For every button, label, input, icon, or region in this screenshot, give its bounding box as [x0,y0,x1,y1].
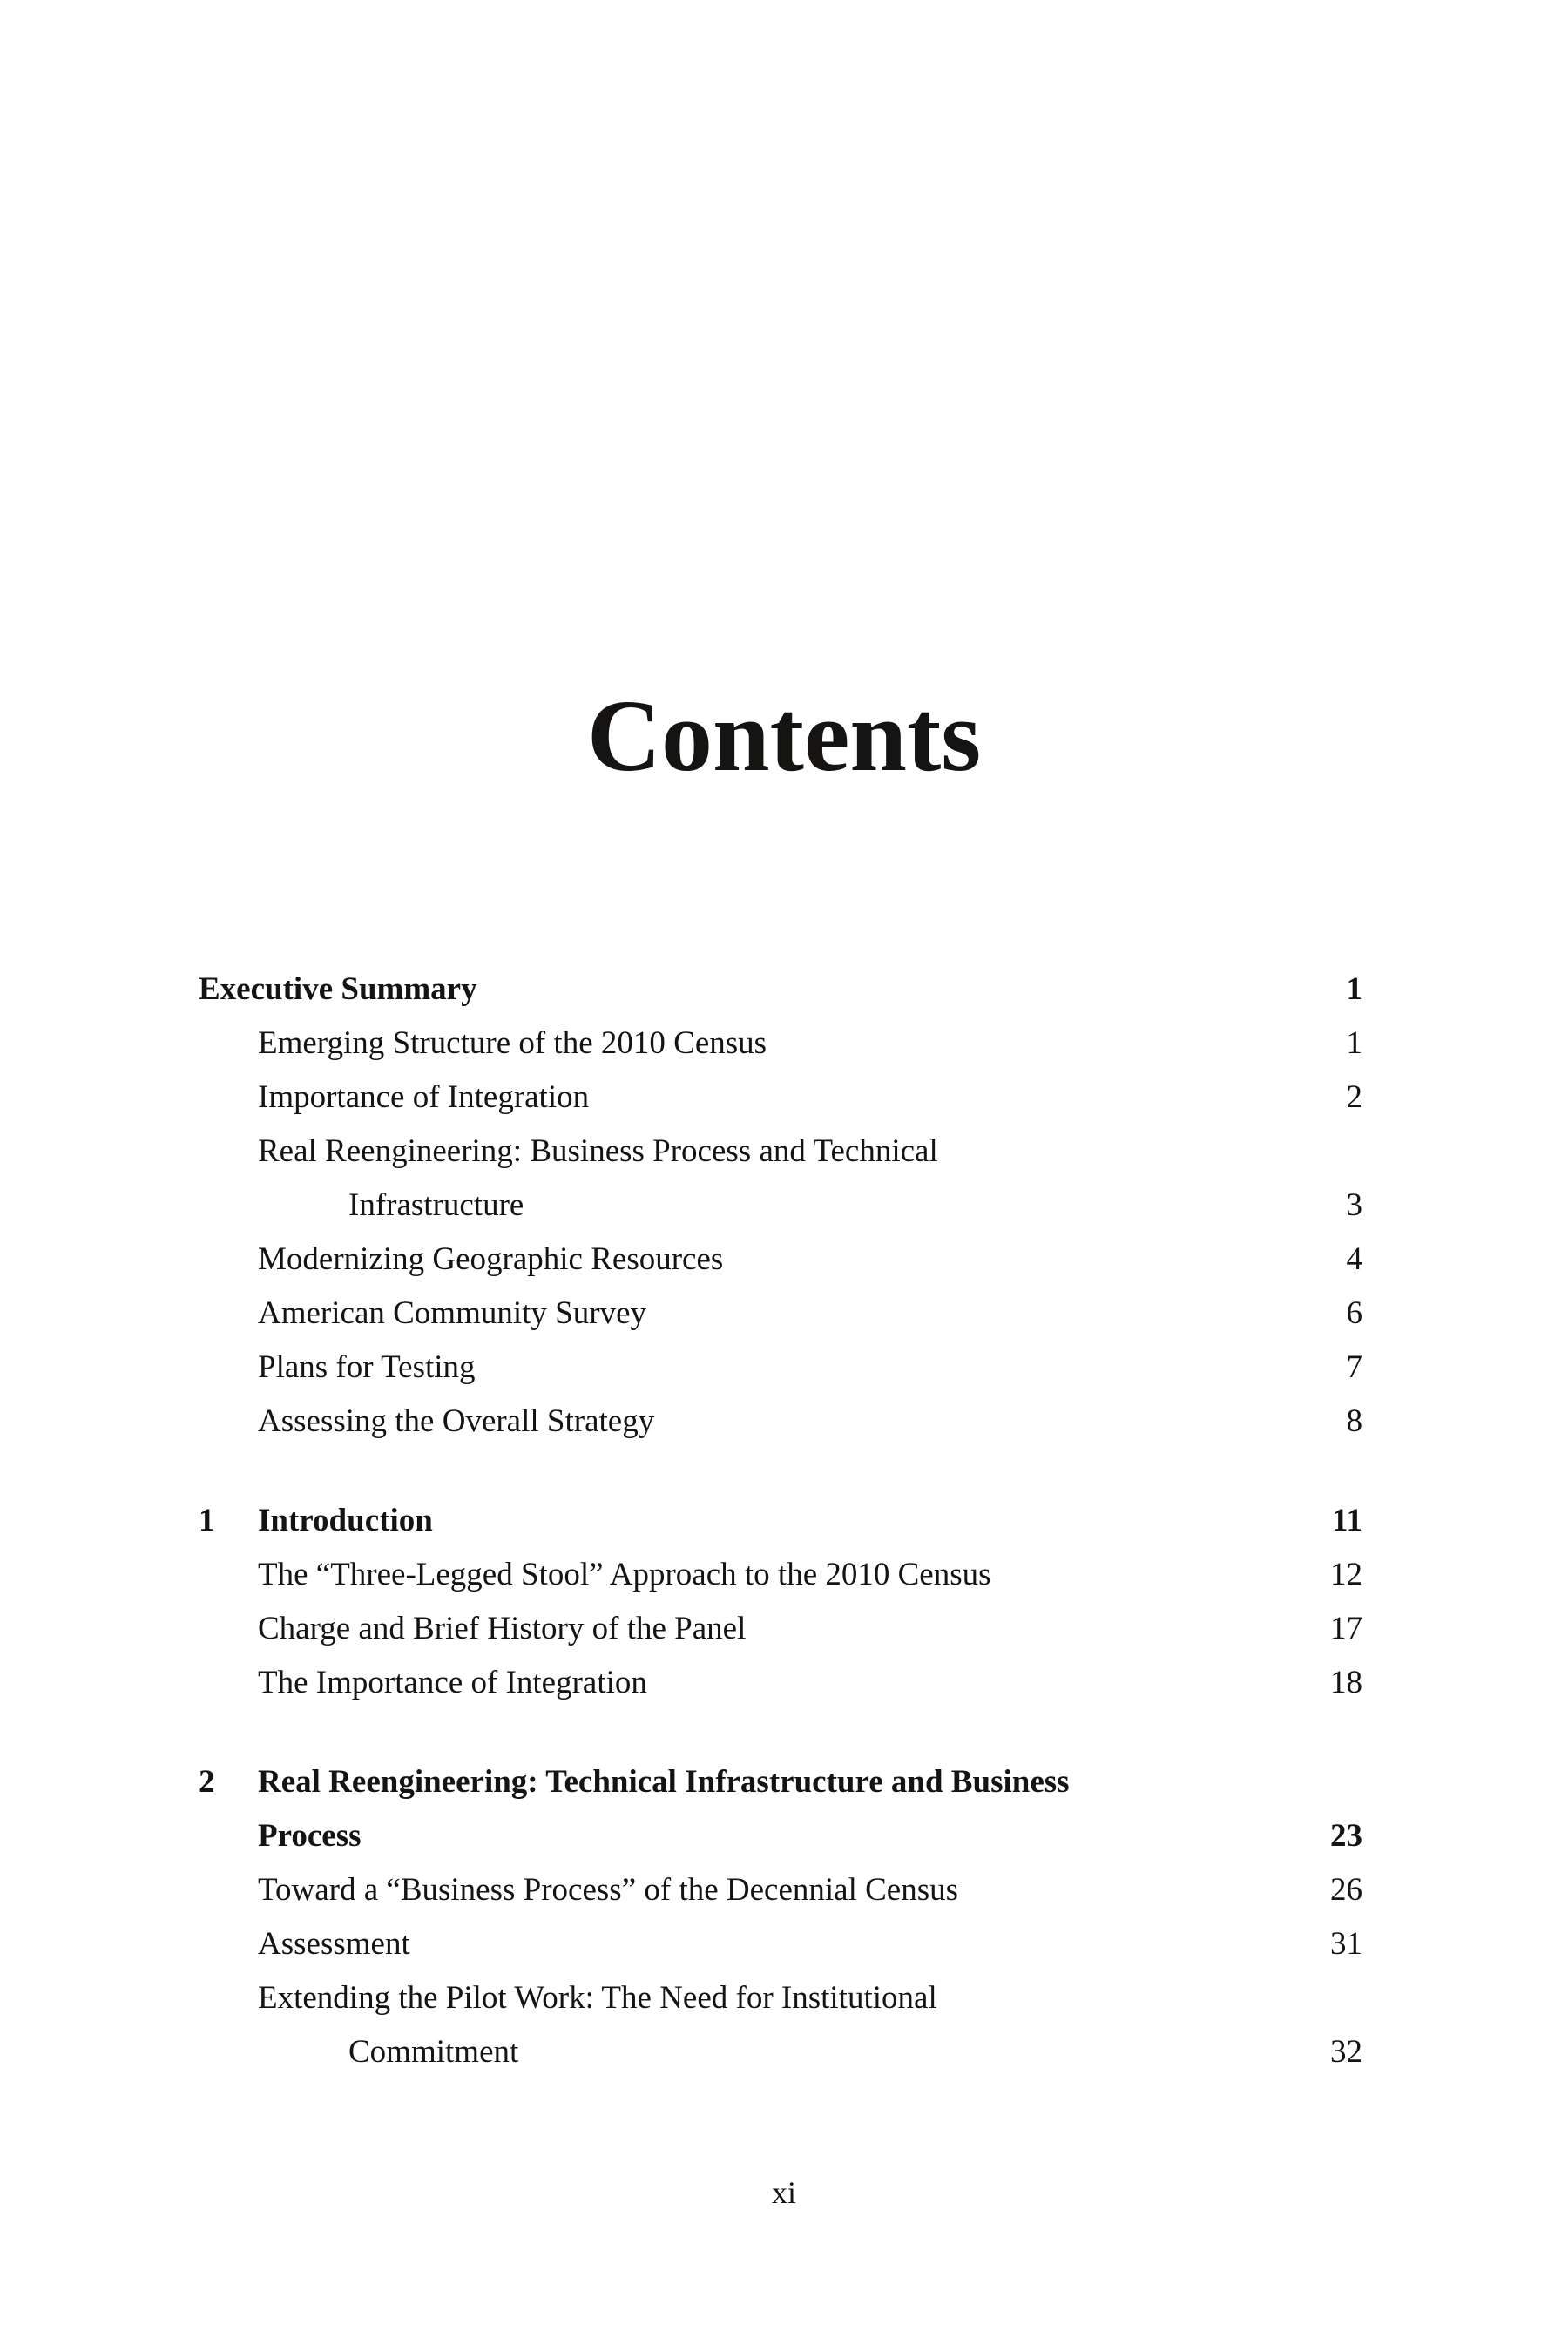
entry-page-number: 6 [1346,1294,1362,1331]
entry-title: Modernizing Geographic Resources [258,1240,724,1277]
entry-page-number: 8 [1346,1402,1362,1439]
toc-entry-row [199,1917,1362,1971]
entry-title: Assessment [258,1925,410,1962]
toc-entry-row [199,1602,1362,1656]
section-heading-row [199,1755,1362,1809]
section-heading-row [199,1809,1362,1863]
toc-entry-row [199,1071,1362,1125]
entry-page-number: 31 [1330,1925,1362,1962]
toc-entry-row [199,1341,1362,1395]
section-number: 2 [199,1763,215,1800]
toc-entry-row [199,1287,1362,1341]
entry-page-number: 2 [1346,1078,1362,1115]
section-heading-row [199,1494,1362,1548]
entry-title: Charge and Brief History of the Panel [258,1610,747,1646]
toc-section [199,963,1362,1449]
section-title: Introduction [258,1502,433,1538]
entry-page-number: 3 [1346,1186,1362,1223]
toc-entry-row [199,2025,1362,2079]
entry-title: Plans for Testing [258,1348,476,1385]
entry-title: Infrastructure [348,1186,524,1223]
section-title: Executive Summary [199,970,477,1007]
entry-page-number: 7 [1346,1348,1362,1385]
entry-title: The Importance of Integration [258,1664,647,1700]
entry-title: American Community Survey [258,1294,646,1331]
toc-entry-row [199,1863,1362,1917]
entry-title: Assessing the Overall Strategy [258,1402,655,1439]
toc [199,963,1362,2079]
toc-entry-row [199,1395,1362,1449]
entry-page-number: 12 [1330,1556,1362,1592]
page-title: Contents [586,679,982,793]
section-title: Process [258,1817,362,1854]
entry-title: Commitment [348,2033,519,2070]
entry-title: Real Reengineering: Business Process and Technical [258,1132,938,1169]
section-number: 1 [199,1502,215,1538]
section-page-number: 11 [1332,1502,1362,1538]
entry-page-number: 18 [1330,1664,1362,1700]
entry-title: Importance of Integration [258,1078,590,1115]
section-heading-row [199,963,1362,1017]
section-page-number: 1 [1346,970,1362,1007]
toc-entry-row [199,1233,1362,1287]
entry-page-number: 1 [1346,1024,1362,1061]
entry-title: Emerging Structure of the 2010 Census [258,1024,767,1061]
entry-title: Extending the Pilot Work: The Need for Institutional [258,1979,937,2016]
entry-title: The “Three-Legged Stool” Approach to the 2010 Census [258,1556,991,1592]
entry-page-number: 32 [1330,2033,1362,2070]
entry-page-number: 26 [1330,1871,1362,1908]
toc-section [199,1755,1362,2079]
entry-page-number: 17 [1330,1610,1362,1646]
page-number-footer: xi [771,2175,796,2210]
entry-page-number: 4 [1346,1240,1362,1277]
section-title: Real Reengineering: Technical Infrastructure and Business [258,1763,1070,1800]
toc-entry-row [199,1656,1362,1710]
entry-title: Toward a “Business Process” of the Decennial Census [258,1871,959,1908]
toc-entry-row [199,1971,1362,2025]
toc-section [199,1494,1362,1710]
toc-entry-row [199,1548,1362,1602]
toc-entry-row [199,1125,1362,1179]
section-page-number: 23 [1330,1817,1362,1854]
toc-entry-row [199,1179,1362,1233]
toc-entry-row [199,1017,1362,1071]
